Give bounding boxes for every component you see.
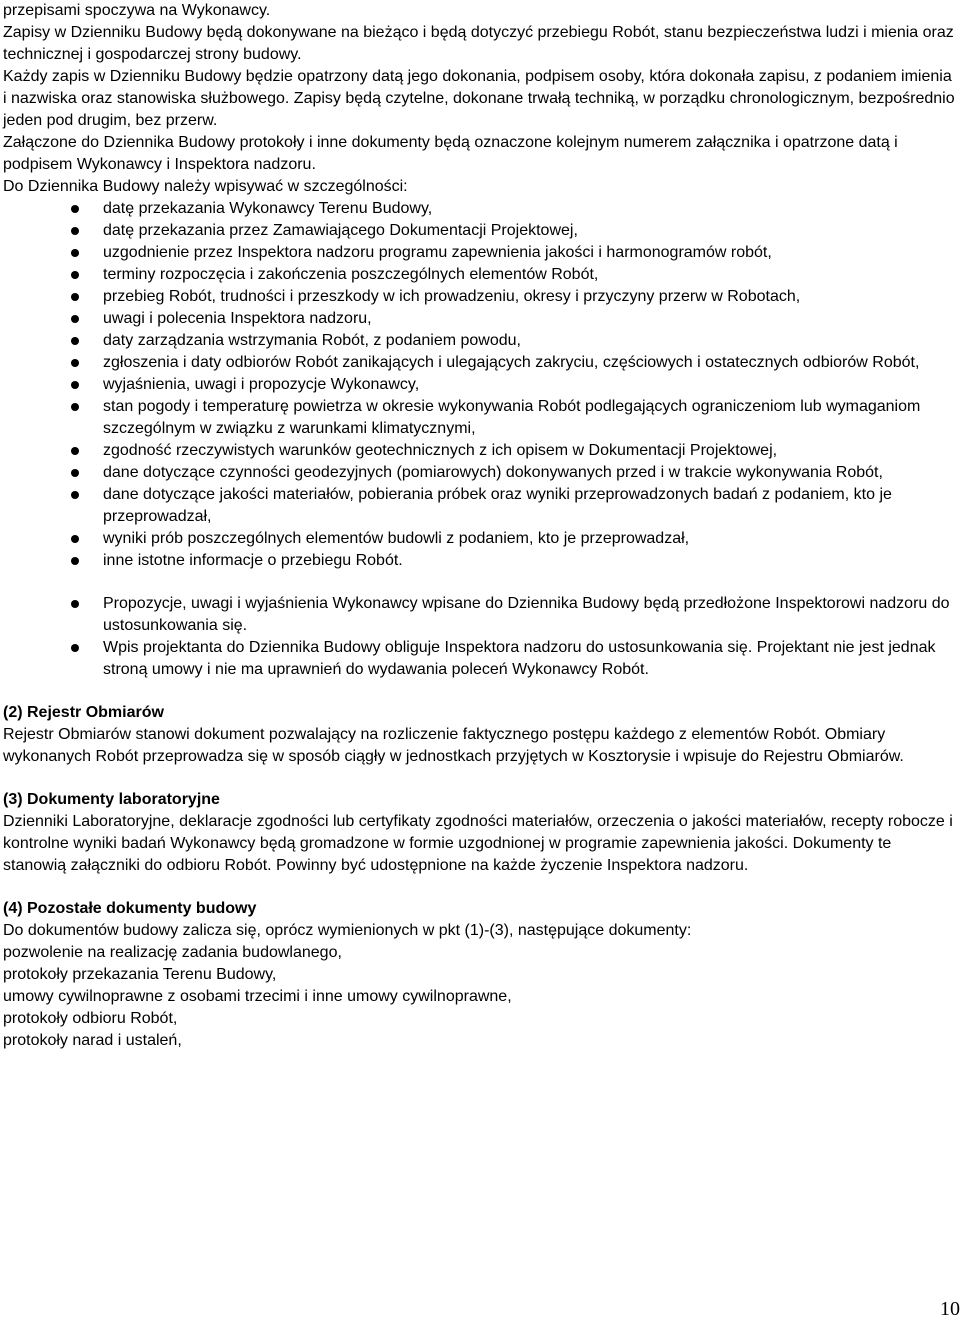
document-line: umowy cywilnoprawne z osobami trzecimi i inne umowy cywilnoprawne, — [3, 988, 512, 1005]
section-body: Dzienniki Laboratoryjne, deklaracje zgodności lub certyfikaty zgodności materiałów, orzeczenia o jakości materiałów, recepty robocze i kontrolne wyniki badań Wykonawcy będą gromadzone w formie uzgodnionej w programie zapewnienia jakości. Dokumenty te stanowią załączniki do odbioru Robót. Powinny być udostępnione na każde życzenie Inspektora nadzoru. — [3, 813, 953, 874]
document-line: protokoły narad i ustaleń, — [3, 1032, 182, 1049]
list-item: inne istotne informacje o przebiegu Robót. — [3, 550, 955, 572]
list-item: uzgodnienie przez Inspektora nadzoru programu zapewnienia jakości i harmonogramów robót, — [3, 242, 955, 264]
page-number: 10 — [940, 1298, 960, 1320]
section-body: Rejestr Obmiarów stanowi dokument pozwalający na rozliczenie faktycznego postępu każdego z elementów Robót. Obmiary wykonanych Robót przeprowadza się w sposób ciągły w jednostkach przyjętych w Kosztorysie i wpisuje do Rejestru Obmiarów. — [3, 726, 904, 765]
list-item: terminy rozpoczęcia i zakończenia poszczególnych elementów Robót, — [3, 264, 955, 286]
spacer — [3, 877, 955, 898]
document-page — [3, 0, 955, 1052]
list-item: dane dotyczące jakości materiałów, pobierania próbek oraz wyniki przeprowadzonych badań z podaniem, kto je przeprowadzał, — [3, 484, 955, 528]
paragraph: przepisami spoczywa na Wykonawcy. — [3, 2, 271, 19]
list-item: dane dotyczące czynności geodezyjnych (pomiarowych) dokonywanych przed i w trakcie wykonywania Robót, — [3, 462, 955, 484]
diary-entries-list — [3, 198, 955, 572]
section-body: Do dokumentów budowy zalicza się, oprócz wymienionych w pkt (1)-(3), następujące dokumenty: — [3, 922, 692, 939]
spacer — [3, 681, 955, 702]
list-item: Propozycje, uwagi i wyjaśnienia Wykonawcy wpisane do Dziennika Budowy będą przedłożone Inspektorowi nadzoru do ustosunkowania się. — [3, 593, 955, 637]
list-item: datę przekazania przez Zamawiającego Dokumentacji Projektowej, — [3, 220, 955, 242]
paragraph: Każdy zapis w Dzienniku Budowy będzie opatrzony datą jego dokonania, podpisem osoby, która dokonała zapisu, z podaniem imienia i nazwiska oraz stanowiska służbowego. Zapisy będą czytelne, dokonane trwałą techniką, w porządku chronologicznym, bezpośrednio jeden pod drugim, bez przerw. — [3, 68, 955, 129]
spacer — [3, 572, 955, 593]
document-line: protokoły odbioru Robót, — [3, 1010, 178, 1027]
document-line: protokoły przekazania Terenu Budowy, — [3, 966, 277, 983]
list-item: przebieg Robót, trudności i przeszkody w ich prowadzeniu, okresy i przyczyny przerw w Robotach, — [3, 286, 955, 308]
list-item: Wpis projektanta do Dziennika Budowy obliguje Inspektora nadzoru do ustosunkowania się. Projektant nie jest jednak stroną umowy i nie ma uprawnień do wydawania poleceń Wykonawcy Robót. — [3, 637, 955, 681]
notes-list — [3, 593, 955, 681]
paragraph: Zapisy w Dzienniku Budowy będą dokonywane na bieżąco i będą dotyczyć przebiegu Robót, stanu bezpieczeństwa ludzi i mienia oraz technicznej i gospodarczej strony budowy. — [3, 24, 954, 63]
spacer — [3, 768, 955, 789]
document-line: pozwolenie na realizację zadania budowlanego, — [3, 944, 342, 961]
list-item: wyjaśnienia, uwagi i propozycje Wykonawcy, — [3, 374, 955, 396]
list-intro: Do Dziennika Budowy należy wpisywać w szczególności: — [3, 178, 408, 195]
section-heading: (4) Pozostałe dokumenty budowy — [3, 900, 257, 917]
list-item: stan pogody i temperaturę powietrza w okresie wykonywania Robót podlegających ograniczeniom lub wymaganiom szczególnym w związku z warunkami klimatycznymi, — [3, 396, 955, 440]
section-heading: (2) Rejestr Obmiarów — [3, 704, 164, 721]
list-item: wyniki prób poszczególnych elementów budowli z podaniem, kto je przeprowadzał, — [3, 528, 955, 550]
list-item: daty zarządzania wstrzymania Robót, z podaniem powodu, — [3, 330, 955, 352]
list-item: datę przekazania Wykonawcy Terenu Budowy, — [3, 198, 955, 220]
list-item: uwagi i polecenia Inspektora nadzoru, — [3, 308, 955, 330]
section-heading: (3) Dokumenty laboratoryjne — [3, 791, 220, 808]
paragraph: Załączone do Dziennika Budowy protokoły i inne dokumenty będą oznaczone kolejnym numerem załącznika i opatrzone datą i podpisem Wykonawcy i Inspektora nadzoru. — [3, 134, 898, 173]
list-item: zgłoszenia i daty odbiorów Robót zanikających i ulegających zakryciu, częściowych i ostatecznych odbiorów Robót, — [3, 352, 955, 374]
list-item: zgodność rzeczywistych warunków geotechnicznych z ich opisem w Dokumentacji Projektowej, — [3, 440, 955, 462]
